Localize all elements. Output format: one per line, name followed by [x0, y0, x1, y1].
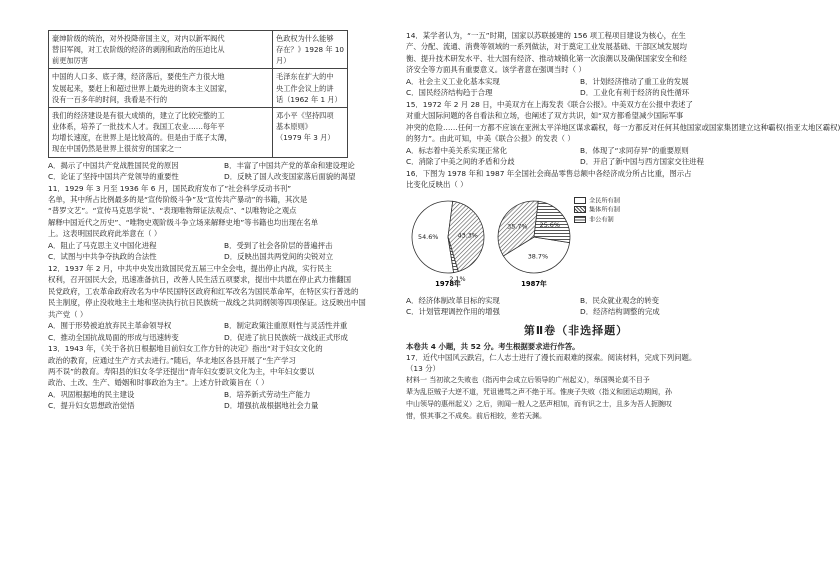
legend-swatch [574, 216, 586, 223]
option-a[interactable]: A．囿于形势被迫放弃民主革命领导权 [48, 321, 172, 331]
option-b[interactable]: B．丰富了中国共产党的革命和建设理论 [224, 160, 355, 170]
section-title: 第Ⅱ卷（非选择题） [523, 323, 629, 337]
question-15: 15．1972 年 2 月 28 日，中美双方在上海发表《联合公报》。中美双方在公报中表述了 对重大国际问题的各自看法和立场，也阐述了双方共识，如“双方都希望减少国际军事 冲突的危险……任何一方都不应该在亚洲太平洋地区谋求霸权，每一方都反对任何其他国家或国家集团建立这种霸权(指亚太地区霸权) 的努力”。由此可知，中美《联合公报》的发表（ ） A．标志着中美关系实现正常化 B．体现了“求同存异”的重要原则 C．消除了中美之间的矛盾和分歧 D．开启了新中国与西方国家交往进程 [406, 99, 840, 167]
chart-year-label: 1978年 [435, 279, 461, 288]
q12-options [48, 320, 392, 343]
q15-options [406, 145, 746, 168]
legend-swatch [574, 197, 586, 204]
option-b[interactable]: B．计划经济推动了重工业的发展 [580, 76, 689, 86]
option-c[interactable]: C．论证了坚持中国共产党领导的重要性 [48, 172, 179, 182]
option-b[interactable]: B．民众就业观念的转变 [580, 295, 659, 305]
q14-options [406, 76, 746, 99]
option-d[interactable]: D．促进了抗日民族统一战线正式形成 [224, 332, 348, 342]
slice-label: 43.3% [457, 231, 478, 240]
option-c[interactable]: C．计划管理调控作用的增强 [406, 307, 500, 317]
option-b[interactable]: B．培养新式劳动生产能力 [224, 389, 311, 399]
option-c[interactable]: C．消除了中美之间的矛盾和分歧 [406, 157, 515, 167]
option-d[interactable]: D．经济结构调整的完成 [580, 307, 660, 317]
table-row [49, 31, 348, 69]
option-b[interactable]: B．体现了“求同存异”的重要原则 [580, 145, 689, 155]
chart-legend [574, 197, 620, 225]
option-c[interactable]: C．提升妇女思想政治觉悟 [48, 401, 135, 411]
slice-label: 2.1% [449, 274, 466, 283]
table-cell-source: 邓小平《坚持四项 基本原则》 （1979 年 3 月） [273, 107, 348, 157]
question-14: 14．某学者认为，“一五”时期，国家以苏联援建的 156 项工程项目建设为核心，在生 产、分配、流通、消费等领域的一系列做法，对于奠定工业发展基础、干部区域发展均 衡、提升技术研发水平、壮大国有经济、推动城镇化第一次浪潮以及确保国家安全和经 济安全等方面具有重要意义。该学者意在强调当时（ ） A．社会主义工业化基本实现 B．计划经济推动了重工业的发展 C．国民经济结构趋于合理 D．工业化有利于经济的良性循环 [406, 30, 746, 99]
question-17: 17．近代中国风云跌宕，仁人志士进行了漫长而艰难的探索。阅读材料，完成下列问题。 （13 分） 材料一 当初欲之失败也（指丙申会成立后领导的广州起义），举国舆论莫不目予 辈为乱臣贼子大逆不道，咒诅谩骂之声不绝于耳。惟庚子失败（指义和团运动期间，孙 中山领导的惠州起义）之后，则闻一般人之恶声相加，而有识之士，且多为吾人扼腕叹 惜，恨其事之不成矣。前后相较，差若天渊。 [406, 352, 746, 423]
table-cell-source: 毛泽东在扩大的中 央工作会议上的讲 话（1962 年 1 月） [273, 69, 348, 107]
option-c[interactable]: C．国民经济结构趋于合理 [406, 88, 493, 98]
option-a[interactable]: A．巩固根据地的民主建设 [48, 389, 135, 399]
option-c[interactable]: C．试图与中共争夺执政的合法性 [48, 252, 157, 262]
q16-options [406, 295, 746, 318]
quote-table [48, 30, 348, 158]
option-a[interactable]: A．经济体制改革目标的实现 [406, 295, 500, 305]
option-a[interactable]: A．揭示了中国共产党战胜国民党的原因 [48, 160, 179, 170]
table-cell-content: 中国的人口多、底子薄，经济落后，要使生产力很大地 发展起来，要赶上和超过世界上最先进的资本主义国家， 没有一百多年的时间，我看是不行的 [49, 69, 273, 107]
option-b[interactable]: B．受到了社会各阶层的普遍抨击 [224, 240, 333, 250]
slice-label: 54.6% [418, 232, 439, 241]
table-cell-content: 我们的经济建设是有很大成绩的，建立了比较完整的工 业体系，培养了一批技术人才。我国工农业……每年平 均增长速度，在世界上是比较高的。但是由于底子太薄， 现在中国仍然是世界上很贫穷的国家之一 [49, 107, 273, 157]
q13-options [48, 389, 392, 412]
option-a[interactable]: A．标志着中美关系实现正常化 [406, 145, 508, 155]
option-a[interactable]: A．社会主义工业化基本实现 [406, 76, 500, 86]
q10-options [48, 160, 392, 183]
legend-item: 全民所有制 [574, 197, 620, 206]
left-column [48, 30, 392, 412]
slice-label: 35.7% [507, 221, 528, 230]
material-one: 材料一 当初欲之失败也（指丙申会成立后领导的广州起义），举国舆论莫不目予 辈为乱臣贼子大逆不道，咒诅谩骂之声不绝于耳。惟庚子失败（指义和团运动期间，孙 中山领导的惠州起义）之后，则闻一般人之恶声相加，而有识之士，且多为吾人扼腕叹 惜，恨其事之不成矣。前后相较，差若天渊。 [406, 375, 672, 420]
question-11: 11．1929 年 3 月至 1936 年 6 月，国民政府发布了“社会科学反动书刊” 名单，其中所占比例最多的是“宣传阶级斗争”及“宣传共产暴动”的书籍，其次是 “普罗文艺”。“宣传马克思学说”、“表现唯物辩证法观点”、“以唯物论之观点 解释中国近代之历史”、“唯物史观阶级斗争立场来解释史地”等书籍也均出现在名单 上。这表明国民政府此举意在（ ） A．阻止了马克思主义中国化进程 B．受到了社会各阶层的普遍抨击 C．试图与中共争夺执政的合法性 D．反映出国共两党间的尖锐对立 [48, 183, 392, 263]
option-d[interactable]: D．工业化有利于经济的良性循环 [580, 88, 690, 98]
question-16: 16．下图为 1978 年和 1987 年全国社会商品零售总额中各经济成分所占比重，图示占 比变化反映出（ ） 54.6% 43.3% 2.1% 1978年 38.7% 35.7% 25.6% 1987年 全民所有制 集体所有制 非公有制 A．经济体制改革目标的实现 B．民众就业观念的转变 C．计划管理调控作用的增强 D．经济结构调整的完成 [406, 168, 746, 318]
option-d[interactable]: D．增强抗战根据地社会力量 [224, 401, 319, 411]
legend-item: 集体所有制 [574, 206, 620, 215]
right-column [406, 30, 840, 423]
option-d[interactable]: D．反映了国人改变国家落后面貌的渴望 [224, 172, 356, 182]
table-cell-source: 色政权为什么能够 存在？》1928 年 10 月） [273, 31, 348, 69]
slice-label: 25.6% [539, 220, 560, 229]
option-b[interactable]: B．制定政策注重原则性与灵活性并重 [224, 321, 348, 331]
table-row [49, 107, 348, 157]
legend-item: 非公有制 [574, 216, 620, 225]
section-note: 本卷共 4 小题，共 52 分。考生根据要求进行作答。 [406, 341, 580, 351]
table-cell-content: 豪绅阶级的统治，对外投降帝国主义，对内以新军阀代 替旧军阀，对工农阶级的经济的剥削和政治的压迫比从 前更加厉害 [49, 31, 273, 69]
question-13: 13．1943 年，《关于各抗日根据地目前妇女工作方针的决定》指出“对于妇女文化的 政治的教育，应通过生产方式去进行。”随后，华北地区各县开展了“生产学习 两不误”的教育。寿阳县的妇女冬学还提出“青年妇女要识文化为主，中年妇女要以 政治、土改、生产、婚姻和时事政治为主”。上述方针政策旨在（ ） A．巩固根据地的民主建设 B．培养新式劳动生产能力 C．提升妇女思想政治觉悟 D．增强抗战根据地社会力量 [48, 343, 392, 412]
chart-year-label: 1987年 [521, 279, 547, 288]
option-a[interactable]: A．阻止了马克思主义中国化进程 [48, 240, 157, 250]
legend-swatch [574, 206, 586, 213]
option-d[interactable]: D．反映出国共两党间的尖锐对立 [224, 252, 334, 262]
table-row [49, 69, 348, 107]
question-12: 12．1937 年 2 月，中共中央发出致国民党五届三中全会电，提出停止内战，实行民主 权利，召开国民大会，迅速准备抗日，改善人民生活五项要求，提出中共愿在停止武力推翻国 民党政府，工农革命政府改名为中华民国特区政府和红军改名为国民革命军，在特区实行普选的 民主制度，停止没收地主土地和坚决执行抗日民族统一战线之共同纲领等四项保证。这反映出中国 共产党（ ） A．囿于形势被迫放弃民主革命领导权 B．制定政策注重原则性与灵活性并重 C．推动全国抗战局面的形成与迅速转变 D．促进了抗日民族统一战线正式形成 [48, 263, 392, 343]
option-d[interactable]: D．开启了新中国与西方国家交往进程 [580, 157, 704, 167]
slice-label: 38.7% [527, 251, 549, 260]
pie-chart-figure [406, 193, 746, 293]
option-c[interactable]: C．推动全国抗战局面的形成与迅速转变 [48, 332, 179, 342]
q11-options [48, 240, 392, 263]
